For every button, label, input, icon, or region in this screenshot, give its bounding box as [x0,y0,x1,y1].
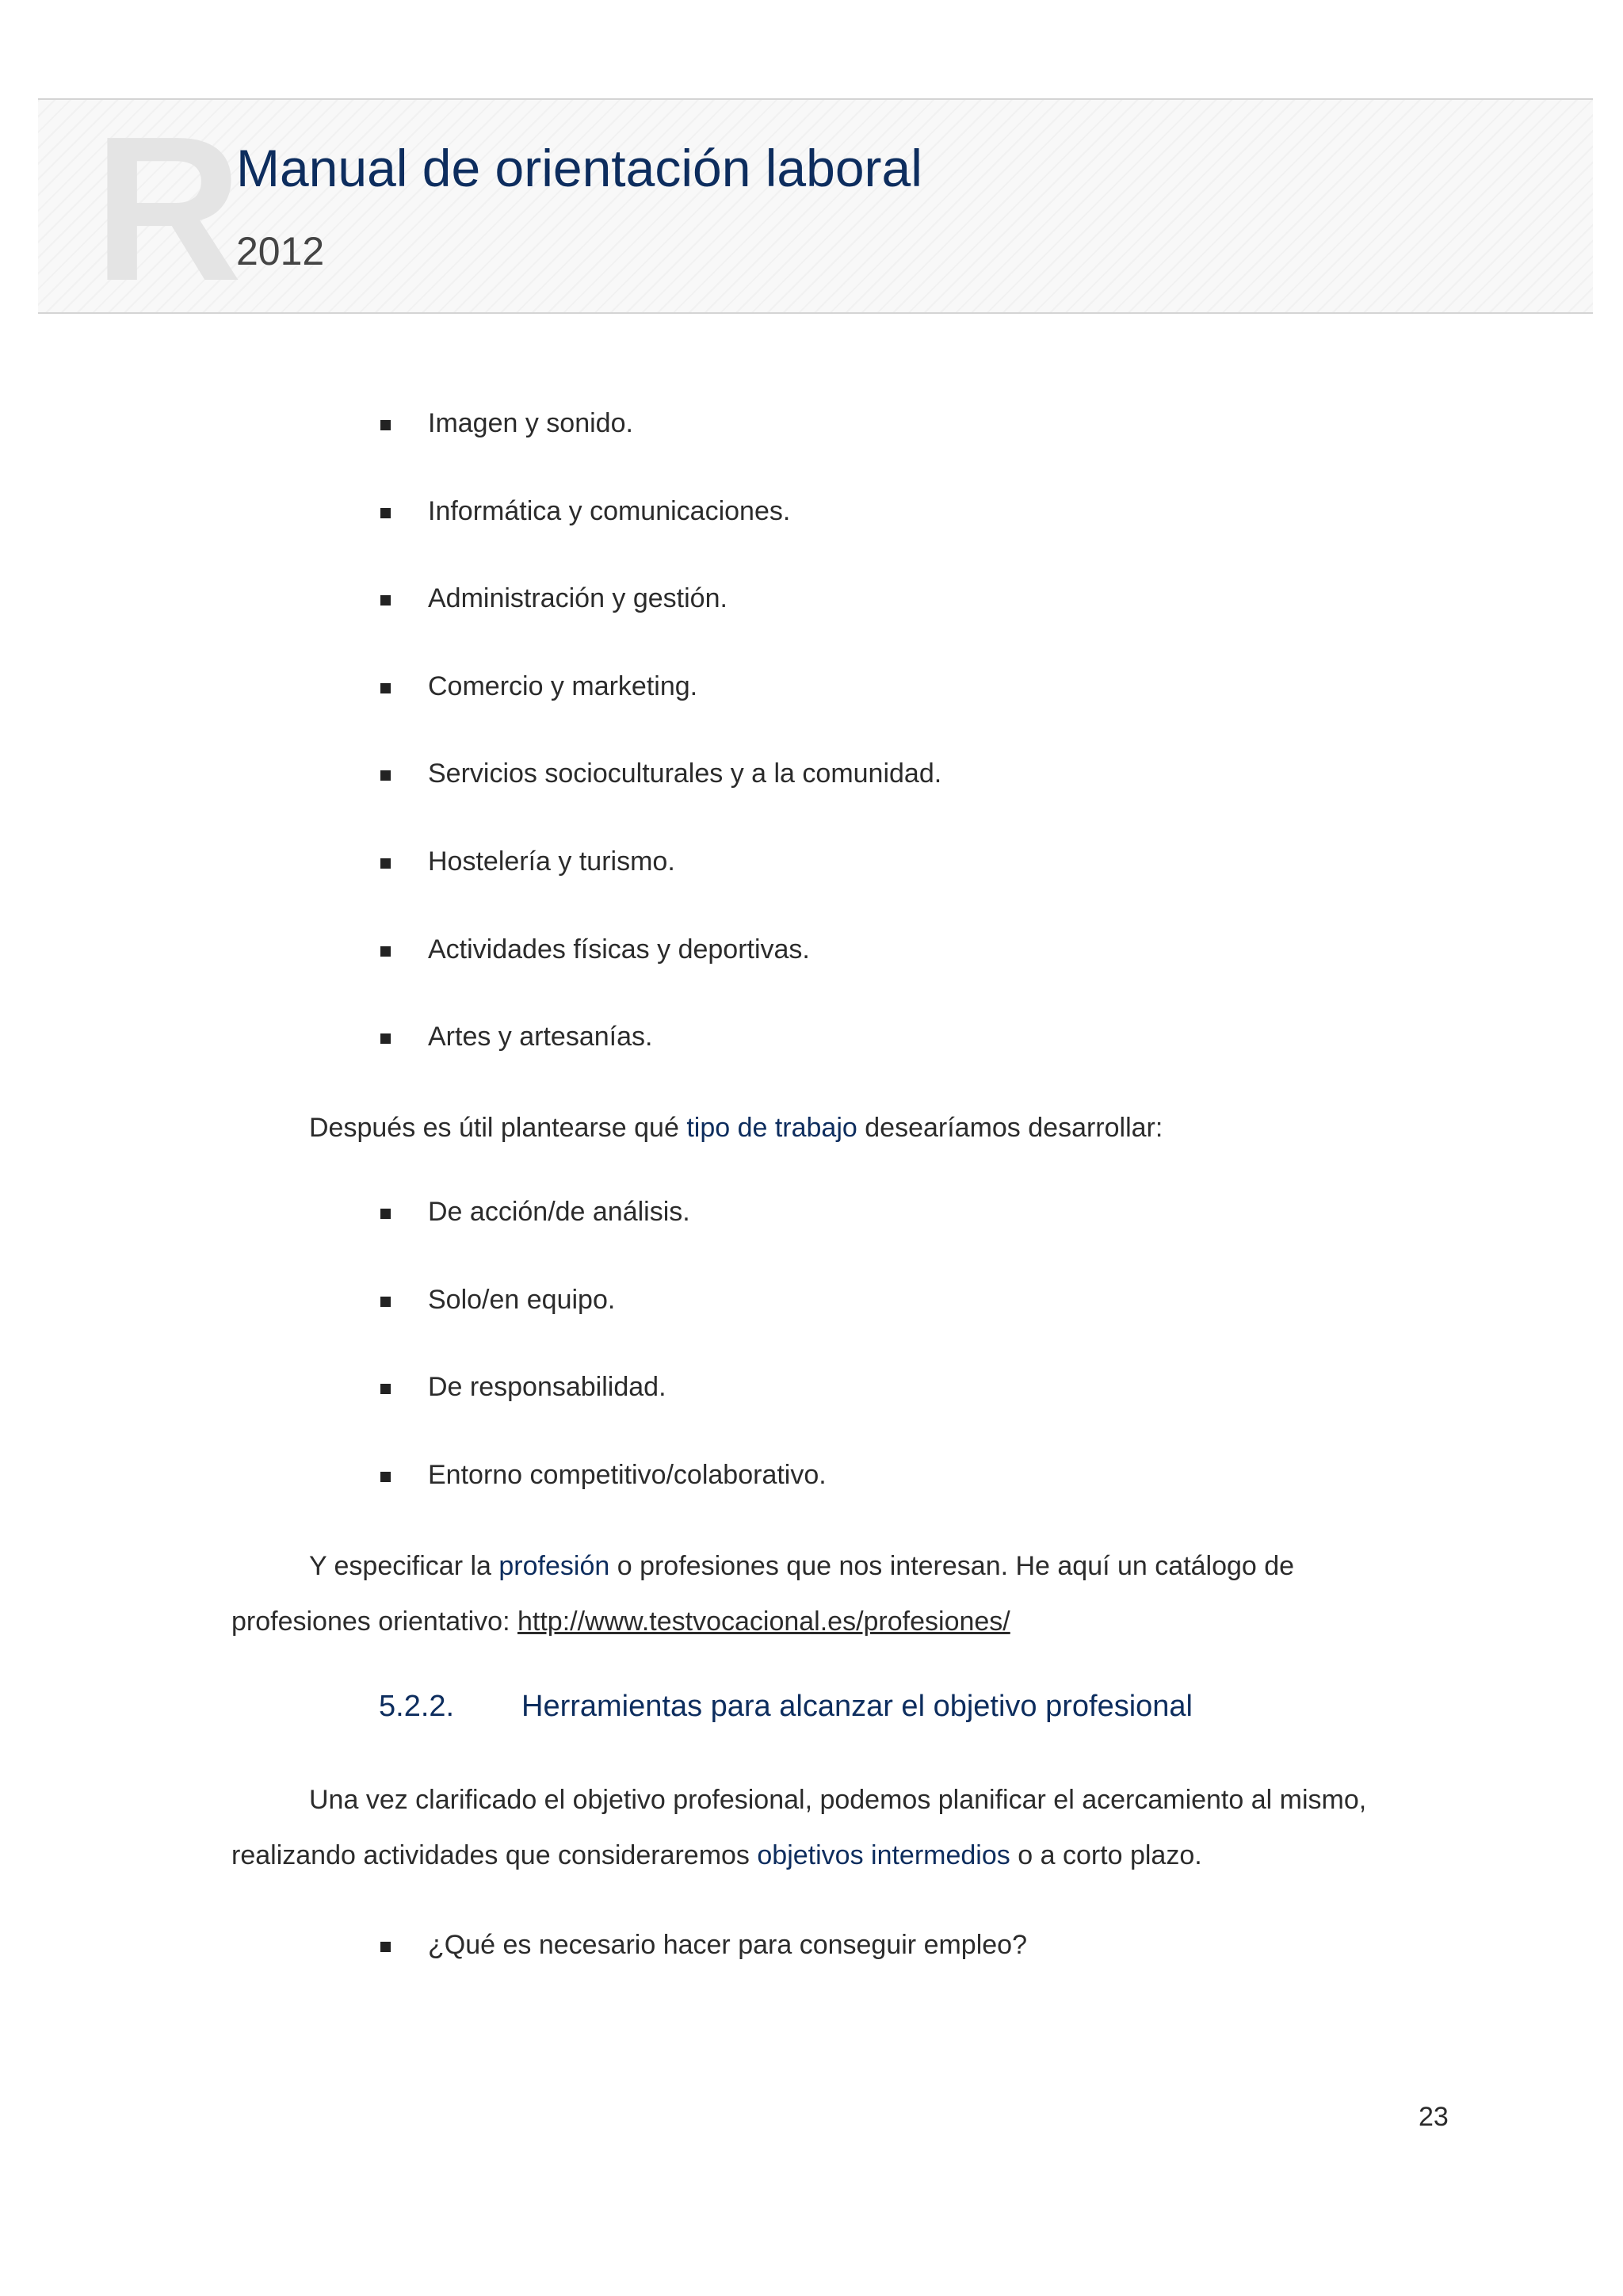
bullet-square-icon [380,508,391,518]
paragraph-objective: Una vez clarificado el objetivo profesional, podemos planificar el acercamiento al mismo, realizando actividades que consideraremos objetivos intermedios o a corto plazo. [231,1785,1367,1870]
page-header [38,98,1593,314]
bullet-square-icon [380,683,391,693]
list-item-text: ¿Qué es necesario hacer para conseguir empleo? [428,1930,1027,1960]
paragraph-work-type: Después es útil plantearse qué tipo de trabajo desearíamos desarrollar: [309,1113,1163,1143]
highlight-term: profesión [498,1551,610,1581]
bullet-square-icon [380,858,391,869]
bullet-square-icon [380,1942,391,1952]
bullet-square-icon [380,770,391,781]
bullet-square-icon [380,420,391,430]
highlight-term: objetivos intermedios [757,1840,1010,1870]
list-item-text: Artes y artesanías. [428,1022,653,1052]
list-item-text: Hostelería y turismo. [428,846,675,877]
bullet-square-icon [380,595,391,606]
list-item-text: Servicios socioculturales y a la comunidad. [428,758,942,789]
bullet-square-icon [380,1033,391,1044]
page-number: 23 [1419,2102,1449,2132]
bullet-square-icon [380,1297,391,1307]
list-item-text: Entorno competitivo/colaborativo. [428,1460,827,1490]
list-item-text: Informática y comunicaciones. [428,496,791,526]
list-item-text: Comercio y marketing. [428,671,698,701]
list-item-text: Imagen y sonido. [428,408,633,438]
bullet-square-icon [380,1384,391,1394]
professions-catalog-link[interactable]: http://www.testvocacional.es/profesiones/ [517,1606,1010,1637]
bullet-square-icon [380,1209,391,1219]
paragraph-profession: Y especificar la profesión o profesiones que nos interesan. He aquí un catálogo de profesiones orientativo: http://www.testvocacional.es/profesiones/ [231,1551,1295,1637]
list-item-text: Solo/en equipo. [428,1285,616,1315]
bullet-square-icon [380,946,391,957]
section-number: 5.2.2. [379,1690,455,1723]
list-item-text: De acción/de análisis. [428,1197,690,1227]
list-item-text: Administración y gestión. [428,583,727,613]
logo-mark: R [94,98,242,314]
list-item-text: Actividades físicas y deportivas. [428,934,810,965]
section-title: Herramientas para alcanzar el objetivo profesional [521,1690,1193,1723]
bullet-square-icon [380,1472,391,1482]
document-title: Manual de orientación laboral [236,139,922,197]
document-year: 2012 [236,229,325,273]
highlight-term: tipo de trabajo [686,1113,857,1143]
list-item-text: De responsabilidad. [428,1372,666,1402]
